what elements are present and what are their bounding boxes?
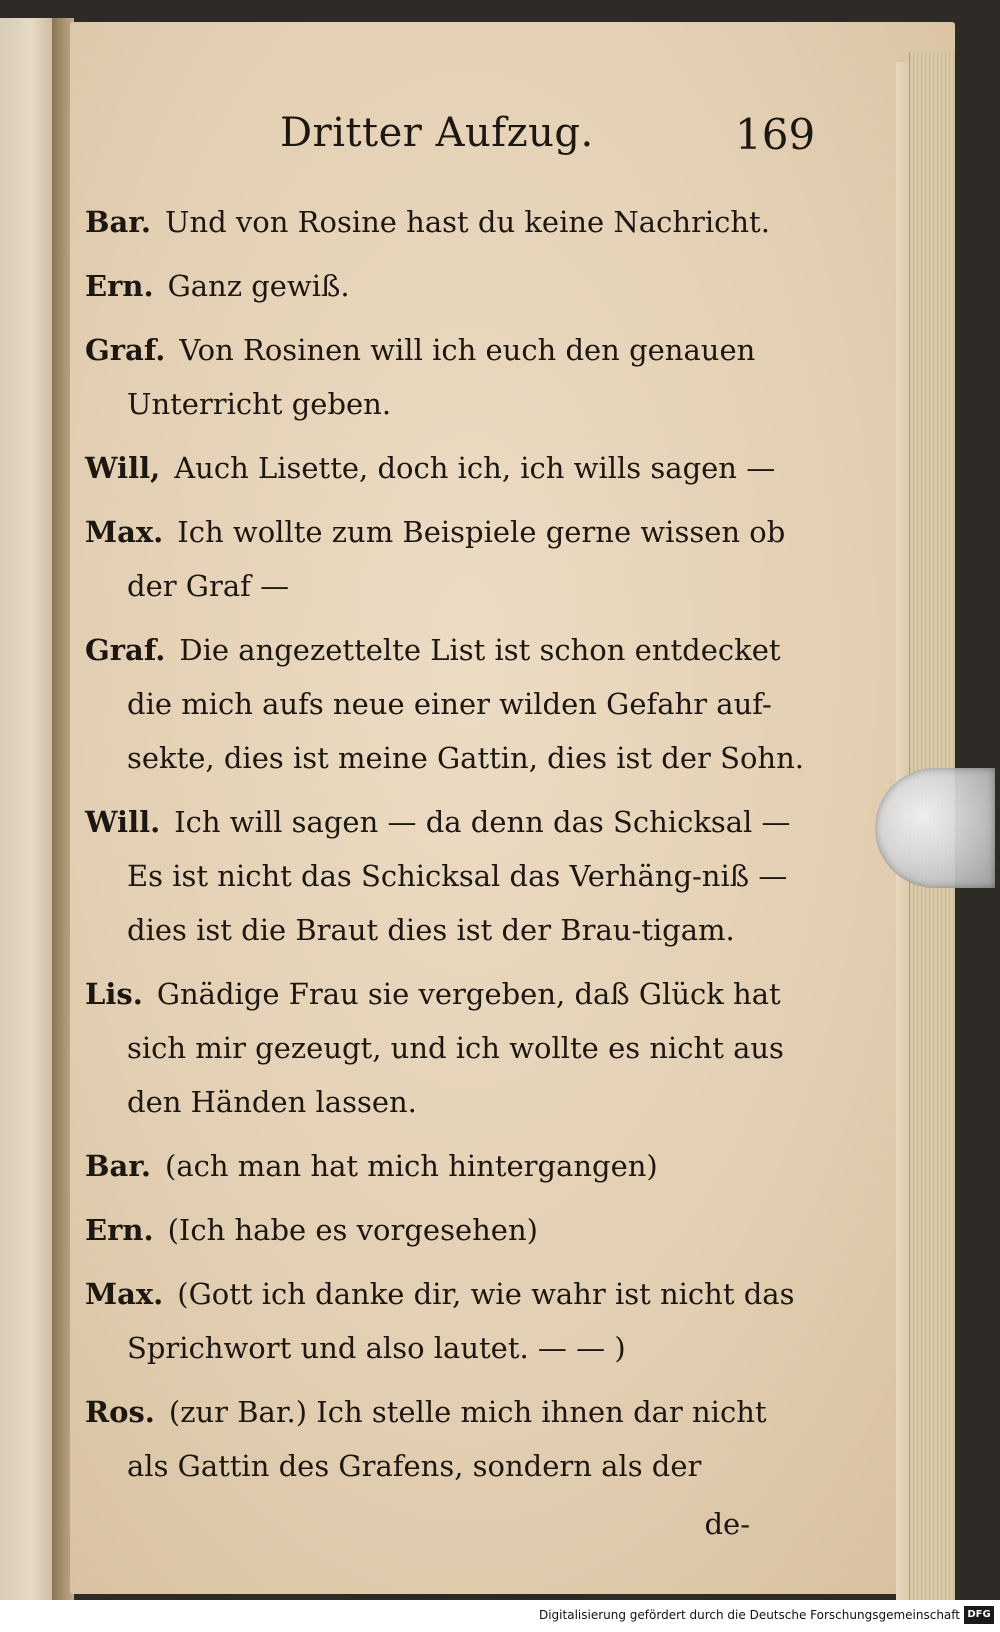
dialogue-entry	[85, 441, 805, 495]
dialogue-line: Die angezettelte List ist schon entdecket die mich aufs neue einer wilden Gefahr auf-sekte, dies ist meine Gattin, dies ist der Sohn.	[127, 633, 804, 775]
dialogue-entry	[85, 1385, 805, 1493]
dialogue-line: Ich wollte zum Beispiele gerne wissen ob der Graf —	[127, 515, 786, 603]
speaker-label: Max.	[85, 1277, 164, 1311]
dialogue-line: Ich will sagen — da denn das Schicksal — Es ist nicht das Schicksal das Verhäng-niß — dies ist die Braut dies ist der Brau-tigam.	[127, 805, 791, 947]
speaker-label: Graf.	[85, 633, 166, 667]
speaker-label: Will,	[85, 451, 161, 485]
dialogue-line: (Ich habe es vorgesehen)	[167, 1213, 538, 1247]
dialogue-entry	[85, 1139, 805, 1193]
digitization-footer	[0, 1600, 1000, 1632]
dialogue-line: Gnädige Frau sie vergeben, daß Glück hat sich mir gezeugt, und ich wollte es nicht aus den Händen lassen.	[127, 977, 784, 1119]
dialogue-line: Auch Lisette, doch ich, ich wills sagen —	[174, 451, 776, 485]
dialogue-text	[85, 195, 805, 1551]
speaker-label: Ern.	[85, 1213, 154, 1247]
dialogue-line: Von Rosinen will ich euch den genauen Unterricht geben.	[127, 333, 756, 421]
page-header	[80, 110, 816, 170]
speaker-label: Bar.	[85, 205, 152, 239]
speaker-label: Ern.	[85, 269, 154, 303]
dialogue-line: Ganz gewiß.	[167, 269, 350, 303]
dialogue-entry	[85, 1267, 805, 1375]
dialogue-line: (Gott ich danke dir, wie wahr ist nicht das Sprichwort und also lautet. — — )	[127, 1277, 795, 1365]
dialogue-entry	[85, 323, 805, 431]
speaker-label: Ros.	[85, 1395, 155, 1429]
dialogue-line: (ach man hat mich hintergangen)	[165, 1149, 658, 1183]
page-number: 169	[735, 110, 816, 159]
speaker-label: Will.	[85, 805, 161, 839]
dialogue-line: Und von Rosine hast du keine Nachricht.	[165, 205, 770, 239]
dialogue-entry	[85, 1203, 805, 1257]
speaker-label: Lis.	[85, 977, 143, 1011]
speaker-label: Max.	[85, 515, 164, 549]
running-title: Dritter Aufzug.	[280, 110, 594, 156]
dialogue-entry	[85, 795, 805, 957]
catchword: de-	[704, 1507, 750, 1541]
dialogue-line: (zur Bar.) Ich stelle mich ihnen dar nicht als Gattin des Grafens, sondern als der	[127, 1395, 767, 1483]
dialogue-entry	[85, 259, 805, 313]
dialogue-entry	[85, 623, 805, 785]
funding-credit: Digitalisierung gefördert durch die Deutsche Forschungsgemeinschaft	[538, 1608, 960, 1622]
left-page-edge	[0, 18, 55, 1600]
speaker-label: Graf.	[85, 333, 166, 367]
speaker-label: Bar.	[85, 1149, 152, 1183]
page-clip-icon	[875, 768, 995, 888]
dialogue-entry	[85, 505, 805, 613]
dialogue-entry	[85, 967, 805, 1129]
dialogue-entry	[85, 195, 805, 249]
dfg-logo-icon: DFG	[964, 1606, 994, 1624]
